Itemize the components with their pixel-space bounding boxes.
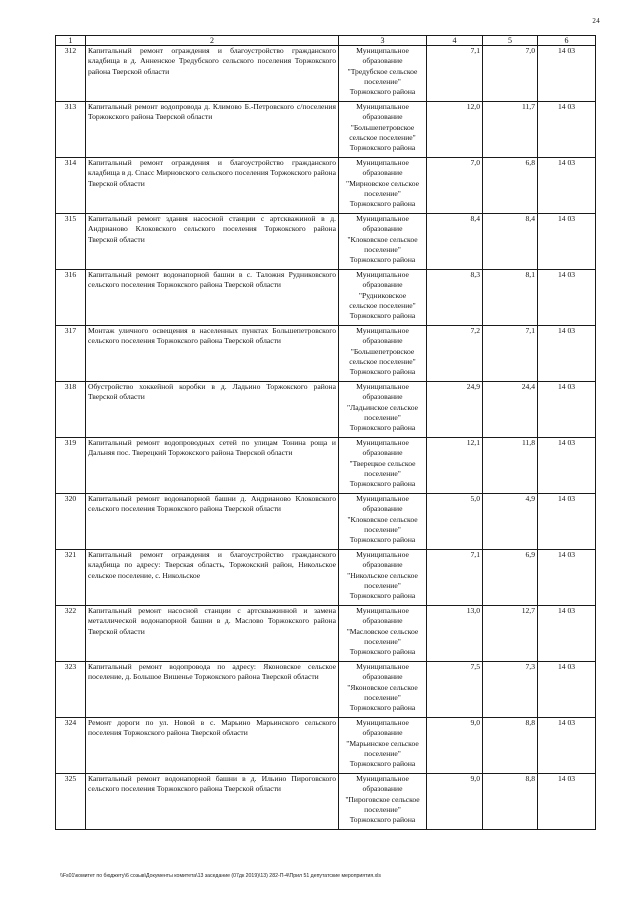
row-number: 315 <box>56 214 86 270</box>
municipality-line: Муниципальное <box>356 718 409 727</box>
municipality-line: Торжокского района <box>349 647 416 657</box>
table-row <box>56 494 596 550</box>
table-row <box>56 550 596 606</box>
municipality-line: Муниципальное <box>356 774 409 783</box>
file-path-footer: \\Fs01\комитет по бюджету\6 созыв\Документы комитета\13 заседание (07дк 2019)\13) 282-П-4\Прил 51 депутатские мероприятия.xls <box>60 873 381 879</box>
value-column-5: 8,8 <box>483 774 538 830</box>
value-column-4: 5,0 <box>427 494 483 550</box>
municipality-cell <box>339 494 427 550</box>
municipality-cell <box>339 774 427 830</box>
municipality-cell <box>339 326 427 382</box>
row-number: 325 <box>56 774 86 830</box>
value-column-5: 7,0 <box>483 46 538 102</box>
table-row <box>56 214 596 270</box>
municipality-line: Муниципальное <box>356 214 409 223</box>
row-number: 324 <box>56 718 86 774</box>
municipality-cell <box>339 550 427 606</box>
value-column-4: 9,0 <box>427 774 483 830</box>
municipality-line: образование <box>362 224 403 234</box>
municipality-line: образование <box>362 392 403 402</box>
municipality-cell <box>339 382 427 438</box>
municipality-line: Муниципальное <box>356 158 409 167</box>
municipality-line: сельское поселение" <box>349 132 416 142</box>
value-column-5: 11,8 <box>483 438 538 494</box>
table-header <box>56 36 596 46</box>
value-column-5: 4,9 <box>483 494 538 550</box>
budget-code: 14 03 <box>538 494 596 550</box>
column-header: 1 <box>56 36 86 46</box>
municipality-line: образование <box>362 112 403 122</box>
municipality-line: образование <box>362 616 403 626</box>
value-column-5: 6,9 <box>483 550 538 606</box>
table-row <box>56 438 596 494</box>
municipality-line: Торжокского района <box>349 87 416 97</box>
municipality-cell <box>339 718 427 774</box>
row-number: 321 <box>56 550 86 606</box>
municipality-line: "Рудниковское <box>358 290 407 300</box>
row-number: 314 <box>56 158 86 214</box>
value-column-4: 7,1 <box>427 550 483 606</box>
budget-code: 14 03 <box>538 158 596 214</box>
table-row <box>56 382 596 438</box>
municipality-cell <box>339 270 427 326</box>
budget-code: 14 03 <box>538 662 596 718</box>
column-header: 5 <box>483 36 538 46</box>
column-header: 3 <box>339 36 427 46</box>
budget-code: 14 03 <box>538 270 596 326</box>
table-row <box>56 718 596 774</box>
row-number: 323 <box>56 662 86 718</box>
municipality-line: "Тверецкое сельское <box>349 458 416 468</box>
work-description: Капитальный ремонт водонапорной башни в с. Таложня Рудниковского сельского поселения Торжокского района Тверской области <box>86 270 339 326</box>
work-description: Капитальный ремонт водопроводных сетей по улицам Тонина роща и Дальняя пос. Тверецкий Торжокского района Тверской области <box>86 438 339 494</box>
municipality-line: поселение" <box>364 244 401 254</box>
value-column-4: 24,9 <box>427 382 483 438</box>
value-column-5: 8,1 <box>483 270 538 326</box>
municipality-line: Торжокского района <box>349 759 416 769</box>
work-description: Ремонт дороги по ул. Новой в с. Марьино Марьинского сельского поселения Торжокского района Тверской области <box>86 718 339 774</box>
municipality-line: поселение" <box>364 580 401 590</box>
municipality-line: сельское поселение" <box>349 356 416 366</box>
municipality-line: Торжокского района <box>349 199 416 209</box>
budget-code: 14 03 <box>538 438 596 494</box>
municipality-line: образование <box>362 448 403 458</box>
municipality-cell <box>339 102 427 158</box>
row-number: 318 <box>56 382 86 438</box>
value-column-4: 9,0 <box>427 718 483 774</box>
municipality-line: поселение" <box>364 692 401 702</box>
value-column-5: 7,1 <box>483 326 538 382</box>
municipality-line: поселение" <box>364 76 401 86</box>
municipality-line: образование <box>362 728 403 738</box>
value-column-4: 13,0 <box>427 606 483 662</box>
value-column-5: 7,3 <box>483 662 538 718</box>
column-header: 4 <box>427 36 483 46</box>
row-number: 319 <box>56 438 86 494</box>
work-description: Капитальный ремонт водонапорной башни в д. Ильино Пироговского сельского поселения Торжокского района Тверской области <box>86 774 339 830</box>
page-number: 24 <box>592 17 600 25</box>
municipality-line: поселение" <box>364 468 401 478</box>
municipality-line: "Клоковское сельское <box>347 234 418 244</box>
municipality-line: Муниципальное <box>356 438 409 447</box>
municipality-line: Муниципальное <box>356 46 409 55</box>
municipality-line: "Мирновское сельское <box>346 178 419 188</box>
municipality-line: Торжокского района <box>349 423 416 433</box>
municipality-line: Торжокского района <box>349 815 416 825</box>
value-column-5: 8,4 <box>483 214 538 270</box>
table-row <box>56 326 596 382</box>
municipality-line: "Большепетровское <box>350 346 415 356</box>
row-number: 322 <box>56 606 86 662</box>
municipality-line: образование <box>362 56 403 66</box>
value-column-4: 12,0 <box>427 102 483 158</box>
table-row <box>56 158 596 214</box>
municipality-line: поселение" <box>364 748 401 758</box>
row-number: 316 <box>56 270 86 326</box>
row-number: 312 <box>56 46 86 102</box>
municipality-line: образование <box>362 504 403 514</box>
municipality-line: Торжокского района <box>349 479 416 489</box>
municipality-line: Торжокского района <box>349 591 416 601</box>
value-column-5: 12,7 <box>483 606 538 662</box>
municipality-line: "Клоковское сельское <box>347 514 418 524</box>
budget-code: 14 03 <box>538 718 596 774</box>
municipality-line: Муниципальное <box>356 382 409 391</box>
municipality-line: сельское поселение" <box>349 300 416 310</box>
municipality-cell <box>339 46 427 102</box>
municipality-line: образование <box>362 560 403 570</box>
work-description: Капитальный ремонт ограждения и благоустройство гражданского кладбища в д. Анненское Тредубского сельского поселения Торжокского района Тверской области <box>86 46 339 102</box>
municipality-line: Муниципальное <box>356 662 409 671</box>
work-description: Обустройство хоккейной коробки в д. Ладьино Торжокского района Тверской области <box>86 382 339 438</box>
municipality-line: "Масловское сельское <box>346 626 419 636</box>
table-row <box>56 102 596 158</box>
municipality-line: Муниципальное <box>356 606 409 615</box>
municipality-line: образование <box>362 672 403 682</box>
municipality-cell <box>339 438 427 494</box>
municipality-line: образование <box>362 280 403 290</box>
municipality-line: Торжокского района <box>349 703 416 713</box>
table-row <box>56 270 596 326</box>
work-description: Капитальный ремонт насосной станции с артскважинной и замена металлической водонапорной башни в д. Маслово Торжокского района Тверской области <box>86 606 339 662</box>
municipality-cell <box>339 214 427 270</box>
municipality-cell <box>339 662 427 718</box>
municipality-line: Торжокского района <box>349 535 416 545</box>
work-description: Капитальный ремонт водопровода д. Климово Б.-Петровского с/поселения Торжокского района Тверской области <box>86 102 339 158</box>
municipality-line: Муниципальное <box>356 102 409 111</box>
row-number: 320 <box>56 494 86 550</box>
municipality-line: "Большепетровское <box>350 122 415 132</box>
table-row <box>56 662 596 718</box>
municipality-line: Торжокского района <box>349 255 416 265</box>
municipality-line: "Пироговское сельское <box>345 794 420 804</box>
municipality-line: Муниципальное <box>356 270 409 279</box>
budget-code: 14 03 <box>538 382 596 438</box>
municipality-line: поселение" <box>364 524 401 534</box>
value-column-4: 12,1 <box>427 438 483 494</box>
municipality-line: "Тредубское сельское <box>347 66 418 76</box>
column-header: 2 <box>86 36 339 46</box>
municipality-line: поселение" <box>364 804 401 814</box>
municipality-line: Торжокского района <box>349 311 416 321</box>
budget-table <box>55 35 596 830</box>
municipality-line: Торжокского района <box>349 367 416 377</box>
municipality-cell <box>339 158 427 214</box>
work-description: Капитальный ремонт водопровода по адресу: Яконовское сельское поселение, д. Большое Вишенье Торжокского района Тверской области <box>86 662 339 718</box>
column-header: 6 <box>538 36 596 46</box>
work-description: Капитальный ремонт ограждения и благоустройство гражданского кладбища в д. Спасс Мирновского сельского поселения Торжокского района Тверской области <box>86 158 339 214</box>
work-description: Монтаж уличного освещения в населенных пунктах Большепетровского сельского поселения Торжокского района Тверской области <box>86 326 339 382</box>
municipality-line: "Ладьинское сельское <box>347 402 418 412</box>
value-column-5: 6,8 <box>483 158 538 214</box>
municipality-line: "Яконовское сельское <box>347 682 418 692</box>
municipality-line: Торжокского района <box>349 143 416 153</box>
table-row <box>56 46 596 102</box>
municipality-line: "Марьинское сельское <box>346 738 419 748</box>
work-description: Капитальный ремонт ограждения и благоустройство гражданского кладбища по адресу: Тверская область, Торжокский район, Никольское сельское поселение, с. Никольское <box>86 550 339 606</box>
value-column-4: 7,1 <box>427 46 483 102</box>
value-column-4: 7,2 <box>427 326 483 382</box>
municipality-line: Муниципальное <box>356 550 409 559</box>
value-column-4: 7,5 <box>427 662 483 718</box>
municipality-cell <box>339 606 427 662</box>
budget-code: 14 03 <box>538 214 596 270</box>
value-column-4: 8,3 <box>427 270 483 326</box>
value-column-4: 8,4 <box>427 214 483 270</box>
municipality-line: образование <box>362 784 403 794</box>
work-description: Капитальный ремонт здания насосной станции с артскважиной в д. Андрианово Клоковского сельского поселения Торжокского района Тверской области <box>86 214 339 270</box>
municipality-line: образование <box>362 168 403 178</box>
row-number: 317 <box>56 326 86 382</box>
table-row <box>56 606 596 662</box>
budget-code: 14 03 <box>538 46 596 102</box>
municipality-line: "Никольское сельское <box>347 570 418 580</box>
budget-code: 14 03 <box>538 774 596 830</box>
municipality-line: поселение" <box>364 636 401 646</box>
municipality-line: поселение" <box>364 412 401 422</box>
value-column-5: 11,7 <box>483 102 538 158</box>
value-column-5: 8,8 <box>483 718 538 774</box>
municipality-line: образование <box>362 336 403 346</box>
table-body <box>56 46 596 830</box>
budget-code: 14 03 <box>538 326 596 382</box>
budget-code: 14 03 <box>538 102 596 158</box>
municipality-line: Муниципальное <box>356 326 409 335</box>
budget-code: 14 03 <box>538 606 596 662</box>
work-description: Капитальный ремонт водонапорной башни д. Андрианово Клоковского сельского поселения Торжокского района Тверской области <box>86 494 339 550</box>
municipality-line: поселение" <box>364 188 401 198</box>
table-row <box>56 774 596 830</box>
municipality-line: Муниципальное <box>356 494 409 503</box>
budget-code: 14 03 <box>538 550 596 606</box>
row-number: 313 <box>56 102 86 158</box>
value-column-4: 7,0 <box>427 158 483 214</box>
value-column-5: 24,4 <box>483 382 538 438</box>
